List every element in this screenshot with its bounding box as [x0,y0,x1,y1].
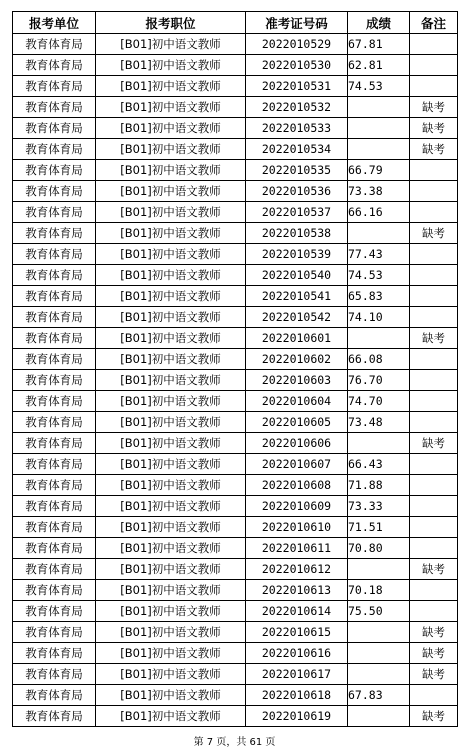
cell-score: 70.80 [348,538,410,559]
cell-unit: 教育体育局 [13,538,96,559]
cell-post: [B01]初中语文教师 [96,307,246,328]
cell-post: [B01]初中语文教师 [96,517,246,538]
cell-remark [410,307,458,328]
cell-unit: 教育体育局 [13,223,96,244]
cell-post: [B01]初中语文教师 [96,349,246,370]
cell-remark [410,55,458,76]
cell-unit: 教育体育局 [13,454,96,475]
cell-remark [410,412,458,433]
cell-score [348,139,410,160]
cell-remark [410,517,458,538]
cell-post: [B01]初中语文教师 [96,328,246,349]
cell-unit: 教育体育局 [13,622,96,643]
cell-unit: 教育体育局 [13,328,96,349]
cell-remark [410,76,458,97]
cell-score [348,664,410,685]
cell-unit: 教育体育局 [13,202,96,223]
cell-unit: 教育体育局 [13,412,96,433]
cell-exam-id: 2022010602 [246,349,348,370]
table-row [13,223,458,244]
cell-unit: 教育体育局 [13,160,96,181]
cell-score: 76.70 [348,370,410,391]
cell-unit: 教育体育局 [13,685,96,706]
table-row [13,307,458,328]
cell-score [348,433,410,454]
cell-unit: 教育体育局 [13,55,96,76]
cell-exam-id: 2022010529 [246,34,348,55]
cell-score: 67.81 [348,34,410,55]
cell-unit: 教育体育局 [13,370,96,391]
cell-post: [B01]初中语文教师 [96,559,246,580]
cell-exam-id: 2022010542 [246,307,348,328]
cell-remark [410,538,458,559]
cell-remark: 缺考 [410,664,458,685]
table-row [13,160,458,181]
header-row [13,12,458,34]
cell-score: 74.53 [348,265,410,286]
cell-score: 71.88 [348,475,410,496]
table-row [13,328,458,349]
cell-unit: 教育体育局 [13,139,96,160]
cell-post: [B01]初中语文教师 [96,55,246,76]
table-row [13,433,458,454]
table-row [13,496,458,517]
cell-score: 73.33 [348,496,410,517]
cell-exam-id: 2022010603 [246,370,348,391]
cell-post: [B01]初中语文教师 [96,76,246,97]
cell-post: [B01]初中语文教师 [96,433,246,454]
table-row [13,391,458,412]
cell-post: [B01]初中语文教师 [96,160,246,181]
cell-remark [410,244,458,265]
cell-remark: 缺考 [410,139,458,160]
cell-unit: 教育体育局 [13,475,96,496]
cell-unit: 教育体育局 [13,97,96,118]
cell-remark: 缺考 [410,559,458,580]
cell-remark: 缺考 [410,97,458,118]
score-table [12,11,458,727]
table-row [13,601,458,622]
cell-unit: 教育体育局 [13,181,96,202]
cell-exam-id: 2022010612 [246,559,348,580]
cell-remark: 缺考 [410,328,458,349]
cell-remark: 缺考 [410,433,458,454]
table-row [13,517,458,538]
cell-post: [B01]初中语文教师 [96,412,246,433]
table-row [13,55,458,76]
table-row [13,643,458,664]
table-row [13,664,458,685]
cell-score: 66.43 [348,454,410,475]
table-row [13,202,458,223]
cell-post: [B01]初中语文教师 [96,97,246,118]
cell-score: 66.79 [348,160,410,181]
cell-post: [B01]初中语文教师 [96,580,246,601]
cell-exam-id: 2022010605 [246,412,348,433]
page-footer: 第 7 页，共 61 页 [193,737,276,748]
cell-exam-id: 2022010532 [246,97,348,118]
cell-post: [B01]初中语文教师 [96,244,246,265]
cell-score: 74.70 [348,391,410,412]
cell-score [348,118,410,139]
cell-unit: 教育体育局 [13,496,96,517]
cell-unit: 教育体育局 [13,391,96,412]
cell-post: [B01]初中语文教师 [96,454,246,475]
cell-remark [410,370,458,391]
table-row [13,580,458,601]
cell-exam-id: 2022010607 [246,454,348,475]
table-row [13,454,458,475]
cell-exam-id: 2022010531 [246,76,348,97]
table-row [13,265,458,286]
cell-remark [410,454,458,475]
cell-remark [410,202,458,223]
table-row [13,118,458,139]
cell-unit: 教育体育局 [13,307,96,328]
cell-unit: 教育体育局 [13,244,96,265]
table-row [13,34,458,55]
cell-exam-id: 2022010618 [246,685,348,706]
cell-remark: 缺考 [410,706,458,727]
table-body [13,34,458,727]
cell-exam-id: 2022010604 [246,391,348,412]
cell-exam-id: 2022010601 [246,328,348,349]
cell-score [348,622,410,643]
header-unit: 报考单位 [13,12,96,34]
cell-post: [B01]初中语文教师 [96,622,246,643]
cell-exam-id: 2022010535 [246,160,348,181]
cell-remark: 缺考 [410,118,458,139]
table-row [13,475,458,496]
cell-post: [B01]初中语文教师 [96,496,246,517]
header-score: 成绩 [348,12,410,34]
cell-score: 74.53 [348,76,410,97]
cell-exam-id: 2022010616 [246,643,348,664]
table-row [13,538,458,559]
cell-remark [410,496,458,517]
cell-exam-id: 2022010536 [246,181,348,202]
cell-remark [410,349,458,370]
cell-score: 75.50 [348,601,410,622]
cell-unit: 教育体育局 [13,286,96,307]
table-row [13,349,458,370]
cell-exam-id: 2022010611 [246,538,348,559]
cell-remark: 缺考 [410,223,458,244]
cell-score [348,97,410,118]
cell-unit: 教育体育局 [13,643,96,664]
table-row [13,685,458,706]
cell-remark [410,34,458,55]
cell-exam-id: 2022010617 [246,664,348,685]
cell-remark [410,580,458,601]
cell-unit: 教育体育局 [13,265,96,286]
cell-post: [B01]初中语文教师 [96,685,246,706]
header-remark: 备注 [410,12,458,34]
cell-unit: 教育体育局 [13,601,96,622]
cell-score [348,559,410,580]
cell-score: 62.81 [348,55,410,76]
table-row [13,76,458,97]
cell-post: [B01]初中语文教师 [96,34,246,55]
cell-post: [B01]初中语文教师 [96,475,246,496]
cell-unit: 教育体育局 [13,517,96,538]
cell-score: 66.08 [348,349,410,370]
cell-post: [B01]初中语文教师 [96,643,246,664]
cell-unit: 教育体育局 [13,580,96,601]
cell-post: [B01]初中语文教师 [96,223,246,244]
cell-post: [B01]初中语文教师 [96,265,246,286]
cell-score [348,328,410,349]
table-row [13,181,458,202]
cell-remark [410,601,458,622]
cell-exam-id: 2022010609 [246,496,348,517]
cell-unit: 教育体育局 [13,664,96,685]
cell-post: [B01]初中语文教师 [96,118,246,139]
cell-exam-id: 2022010541 [246,286,348,307]
cell-remark [410,286,458,307]
cell-exam-id: 2022010614 [246,601,348,622]
table-header [13,12,458,34]
cell-exam-id: 2022010534 [246,139,348,160]
cell-post: [B01]初中语文教师 [96,370,246,391]
header-post: 报考职位 [96,12,246,34]
cell-exam-id: 2022010530 [246,55,348,76]
table-row [13,286,458,307]
cell-post: [B01]初中语文教师 [96,664,246,685]
table-row [13,97,458,118]
cell-exam-id: 2022010606 [246,433,348,454]
cell-remark [410,160,458,181]
cell-post: [B01]初中语文教师 [96,202,246,223]
cell-score: 73.48 [348,412,410,433]
table-row [13,244,458,265]
cell-remark [410,685,458,706]
cell-unit: 教育体育局 [13,559,96,580]
cell-score: 65.83 [348,286,410,307]
cell-remark: 缺考 [410,622,458,643]
cell-score [348,223,410,244]
table-row [13,412,458,433]
cell-unit: 教育体育局 [13,34,96,55]
cell-exam-id: 2022010608 [246,475,348,496]
cell-remark [410,475,458,496]
cell-score: 74.10 [348,307,410,328]
cell-unit: 教育体育局 [13,433,96,454]
table-row [13,622,458,643]
cell-post: [B01]初中语文教师 [96,538,246,559]
cell-exam-id: 2022010538 [246,223,348,244]
cell-remark [410,391,458,412]
cell-unit: 教育体育局 [13,349,96,370]
cell-remark [410,181,458,202]
cell-unit: 教育体育局 [13,706,96,727]
cell-exam-id: 2022010539 [246,244,348,265]
cell-exam-id: 2022010540 [246,265,348,286]
header-exam-id: 准考证号码 [246,12,348,34]
cell-post: [B01]初中语文教师 [96,286,246,307]
cell-post: [B01]初中语文教师 [96,181,246,202]
score-sheet [12,11,457,727]
cell-score [348,706,410,727]
cell-score [348,643,410,664]
table-row [13,139,458,160]
cell-score: 70.18 [348,580,410,601]
cell-exam-id: 2022010613 [246,580,348,601]
cell-exam-id: 2022010537 [246,202,348,223]
cell-score: 71.51 [348,517,410,538]
table-row [13,559,458,580]
cell-exam-id: 2022010619 [246,706,348,727]
cell-exam-id: 2022010610 [246,517,348,538]
cell-score: 66.16 [348,202,410,223]
cell-unit: 教育体育局 [13,118,96,139]
cell-exam-id: 2022010533 [246,118,348,139]
table-row [13,706,458,727]
cell-remark [410,265,458,286]
cell-score: 67.83 [348,685,410,706]
cell-remark: 缺考 [410,643,458,664]
cell-score: 73.38 [348,181,410,202]
cell-unit: 教育体育局 [13,76,96,97]
cell-score: 77.43 [348,244,410,265]
table-row [13,370,458,391]
cell-post: [B01]初中语文教师 [96,139,246,160]
cell-post: [B01]初中语文教师 [96,391,246,412]
cell-post: [B01]初中语文教师 [96,601,246,622]
cell-exam-id: 2022010615 [246,622,348,643]
cell-post: [B01]初中语文教师 [96,706,246,727]
